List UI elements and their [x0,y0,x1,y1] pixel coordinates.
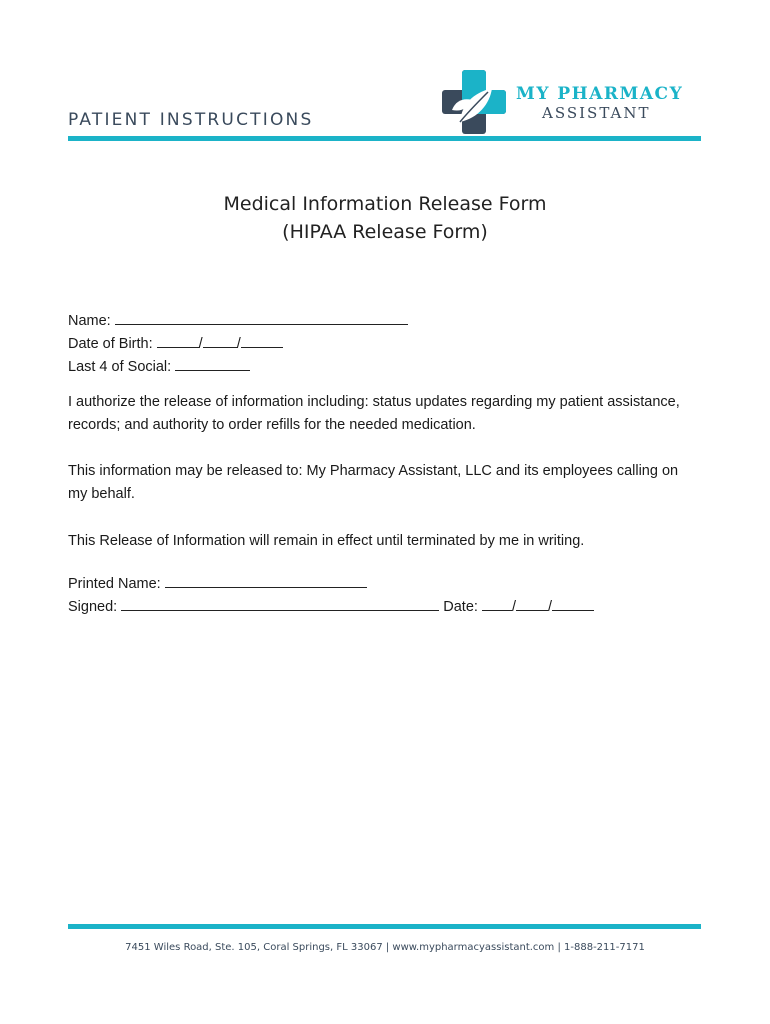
date-separator: / [511,599,516,615]
dob-row [68,333,283,352]
date-separator: / [198,336,203,352]
dob-month-field[interactable] [157,333,199,348]
section-title: PATIENT INSTRUCTIONS [68,110,314,130]
medical-cross-leaf-icon [442,70,506,134]
form-title-line2: (HIPAA Release Form) [282,221,488,243]
company-logo [442,70,702,134]
date-separator: / [236,336,241,352]
printed-name-row [68,573,367,592]
name-field[interactable] [115,310,408,325]
form-title-line1: Medical Information Release Form [223,193,547,215]
printed-name-label: Printed Name: [68,576,161,592]
signature-row [68,596,594,615]
name-label: Name: [68,313,111,329]
sign-day-field[interactable] [516,596,548,611]
printed-name-field[interactable] [165,573,367,588]
date-label: Date: [443,599,478,615]
footer-contact-info: 7451 Wiles Road, Ste. 105, Coral Springs, FL 33067 | www.mypharmacyassistant.com | 1-888-211-7171 [125,942,645,953]
release-recipient-paragraph: This information may be released to: My Pharmacy Assistant, LLC and its employees calling on my behalf. [68,463,679,502]
social-field[interactable] [175,356,250,371]
header-divider [68,136,701,141]
sign-year-field[interactable] [552,596,594,611]
logo-text-secondary: ASSISTANT [542,104,651,122]
signed-label: Signed: [68,599,118,615]
name-row [68,310,408,329]
dob-day-field[interactable] [203,333,237,348]
authorization-paragraph: I authorize the release of information including: status updates regarding my patient assistance, records; and authority to order refills for the needed medication. [68,394,680,433]
footer-divider [68,924,701,929]
signature-field[interactable] [121,596,439,611]
date-separator: / [547,599,553,615]
dob-label: Date of Birth: [68,336,153,352]
effect-duration-paragraph: This Release of Information will remain in effect until terminated by me in writing. [68,533,585,549]
dob-year-field[interactable] [241,333,283,348]
social-label: Last 4 of Social: [68,359,172,375]
social-row [68,356,250,375]
form-title [0,190,770,246]
sign-month-field[interactable] [482,596,512,611]
logo-text-primary: MY PHARMACY [516,84,684,104]
